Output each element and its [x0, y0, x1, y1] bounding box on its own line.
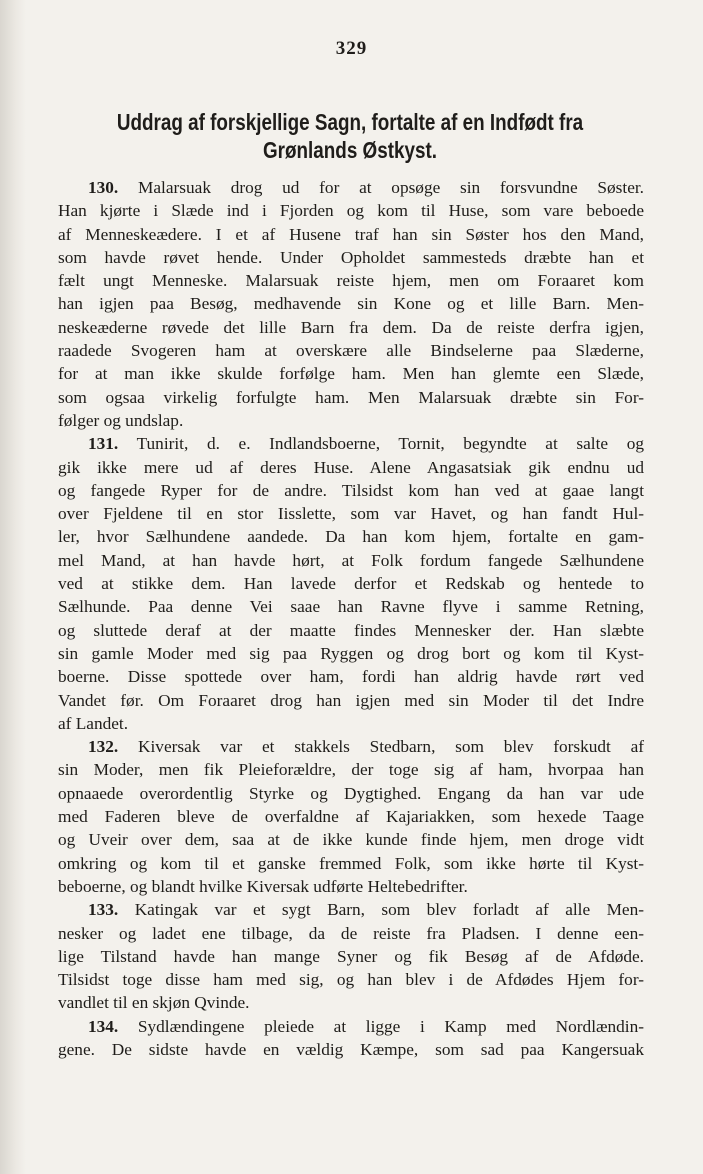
paragraph-number: 132. — [88, 737, 119, 757]
paragraph-line: ler, hvor Sælhundene aandede. Da han kom hjem, fortalte en gam- — [58, 527, 644, 547]
page-gutter-shadow — [0, 0, 26, 1174]
paragraph-131 — [58, 432, 644, 735]
paragraph-number: 131. — [88, 434, 119, 454]
paragraph-line: 134. Sydlændingene pleiede at ligge i Kamp med Nordlændin- — [88, 1016, 644, 1036]
paragraph-line: han igjen paa Besøg, medhavende sin Kone og et lille Barn. Men- — [58, 294, 644, 314]
paragraph-line: af Landet. — [58, 713, 129, 733]
paragraph-line: vandlet til en skjøn Qvinde. — [58, 993, 250, 1013]
paragraph-line: Sælhunde. Paa denne Vei saae han Ravne flyve i samme Retning, — [58, 597, 644, 617]
paragraph-line: Tilsidst toge disse ham med sig, og han blev i de Afdødes Hjem for- — [58, 970, 644, 990]
paragraph-line: ved at stikke dem. Han lavede derfor et Redskab og hentede to — [58, 574, 644, 594]
paragraph-line: neskeæderne røvede det lille Barn fra dem. Da de reiste derfra igjen, — [58, 317, 644, 337]
paragraph-line: mel Mand, at han havde hørt, at Folk fordum fangede Sælhundene — [58, 550, 644, 570]
paragraph-line: sin gamle Moder med sig paa Ryggen og drog bort og kom til Kyst- — [58, 643, 644, 663]
paragraph-130 — [58, 176, 644, 432]
paragraph-line: boerne. Disse spottede over ham, fordi han aldrig havde rørt ved — [58, 667, 644, 687]
paragraph-line: og sluttede deraf at der maatte findes Mennesker der. Han slæbte — [58, 620, 644, 640]
paragraph-133 — [58, 898, 644, 1014]
paragraph-line: over Fjeldene til en stor Iisslette, som var Havet, og han fandt Hul- — [58, 504, 644, 524]
paragraph-line: raadede Svogeren ham at overskære alle Bindselerne paa Slæderne, — [58, 341, 644, 361]
paragraph-line: som ogsaa virkelig forfulgte ham. Men Malarsuak dræbte sin For- — [58, 387, 644, 407]
paragraph-132 — [58, 735, 644, 898]
paragraph-line: 133. Katingak var et sygt Barn, som blev forladt af alle Men- — [88, 900, 644, 920]
paragraph-line: nesker og ladet ene tilbage, da de reiste fra Pladsen. I denne een- — [58, 923, 644, 943]
paragraph-line: omkring og kom til et ganske fremmed Folk, som ikke hørte til Kyst- — [58, 853, 644, 873]
paragraph-line: Han kjørte i Slæde ind i Fjorden og kom til Huse, som vare beboede — [58, 201, 644, 221]
paragraph-line: 131. Tunirit, d. e. Indlandsboerne, Tornit, begyndte at salte og — [88, 434, 644, 454]
page-title — [112, 108, 588, 164]
paragraph-line: beboerne, og blandt hvilke Kiversak udførte Heltebedrifter. — [58, 876, 468, 896]
paragraph-line: 132. Kiversak var et stakkels Stedbarn, som blev forskudt af — [88, 737, 644, 757]
paragraph-number: 134. — [88, 1016, 119, 1036]
title-line-2: Grønlands Østkyst. — [263, 137, 437, 163]
paragraph-line: og Uveir over dem, saa at de ikke kunde finde hjem, men droge vidt — [58, 830, 644, 850]
paragraph-line: gene. De sidste havde en vældig Kæmpe, som sad paa Kangersuak — [58, 1039, 644, 1059]
paragraph-number: 130. — [88, 178, 119, 197]
paragraph-line: gik ikke mere ud af deres Huse. Alene Angasatsiak gik endnu ud — [58, 457, 644, 477]
paragraph-line: Vandet før. Om Foraaret drog han igjen med sin Moder til det Indre — [58, 690, 644, 710]
paragraph-line: opnaaede overordentlig Styrke og Dygtighed. Engang da han var ude — [58, 783, 644, 803]
paragraph-line: sin Moder, men fik Pleieforældre, der toge sig af ham, hvorpaa han — [58, 760, 644, 780]
paragraph-number: 133. — [88, 900, 119, 920]
paragraph-line: som havde røvet hende. Under Opholdet sammesteds dræbte han et — [58, 247, 644, 267]
paragraph-line: følger og undslap. — [58, 410, 184, 430]
paragraph-line: lige Tilstand havde han mange Syner og fik Besøg af de Afdøde. — [58, 946, 644, 966]
paragraph-line: af Menneskeædere. I et af Husene traf han sin Søster hos den Mand, — [58, 224, 644, 244]
paragraph-line: for at man ikke skulde forfølge ham. Men han glemte een Slæde, — [58, 364, 644, 384]
page-number: 329 — [335, 38, 368, 59]
paragraph-line: og fangede Ryper for de andre. Tilsidst kom han ved at gaae langt — [58, 480, 644, 500]
paragraph-line: fælt ungt Menneske. Malarsuak reiste hjem, men om Foraaret kom — [58, 271, 644, 291]
body-text — [58, 176, 644, 1061]
paragraph-134 — [58, 1015, 644, 1062]
paragraph-line: 130. Malarsuak drog ud for at opsøge sin forsvundne Søster. — [88, 178, 644, 197]
paragraph-line: med Faderen bleve de overfaldne af Kajariakken, som hexede Taage — [58, 807, 644, 827]
title-line-1: Uddrag af forskjellige Sagn, fortalte af en Indfødt fra — [116, 109, 584, 135]
